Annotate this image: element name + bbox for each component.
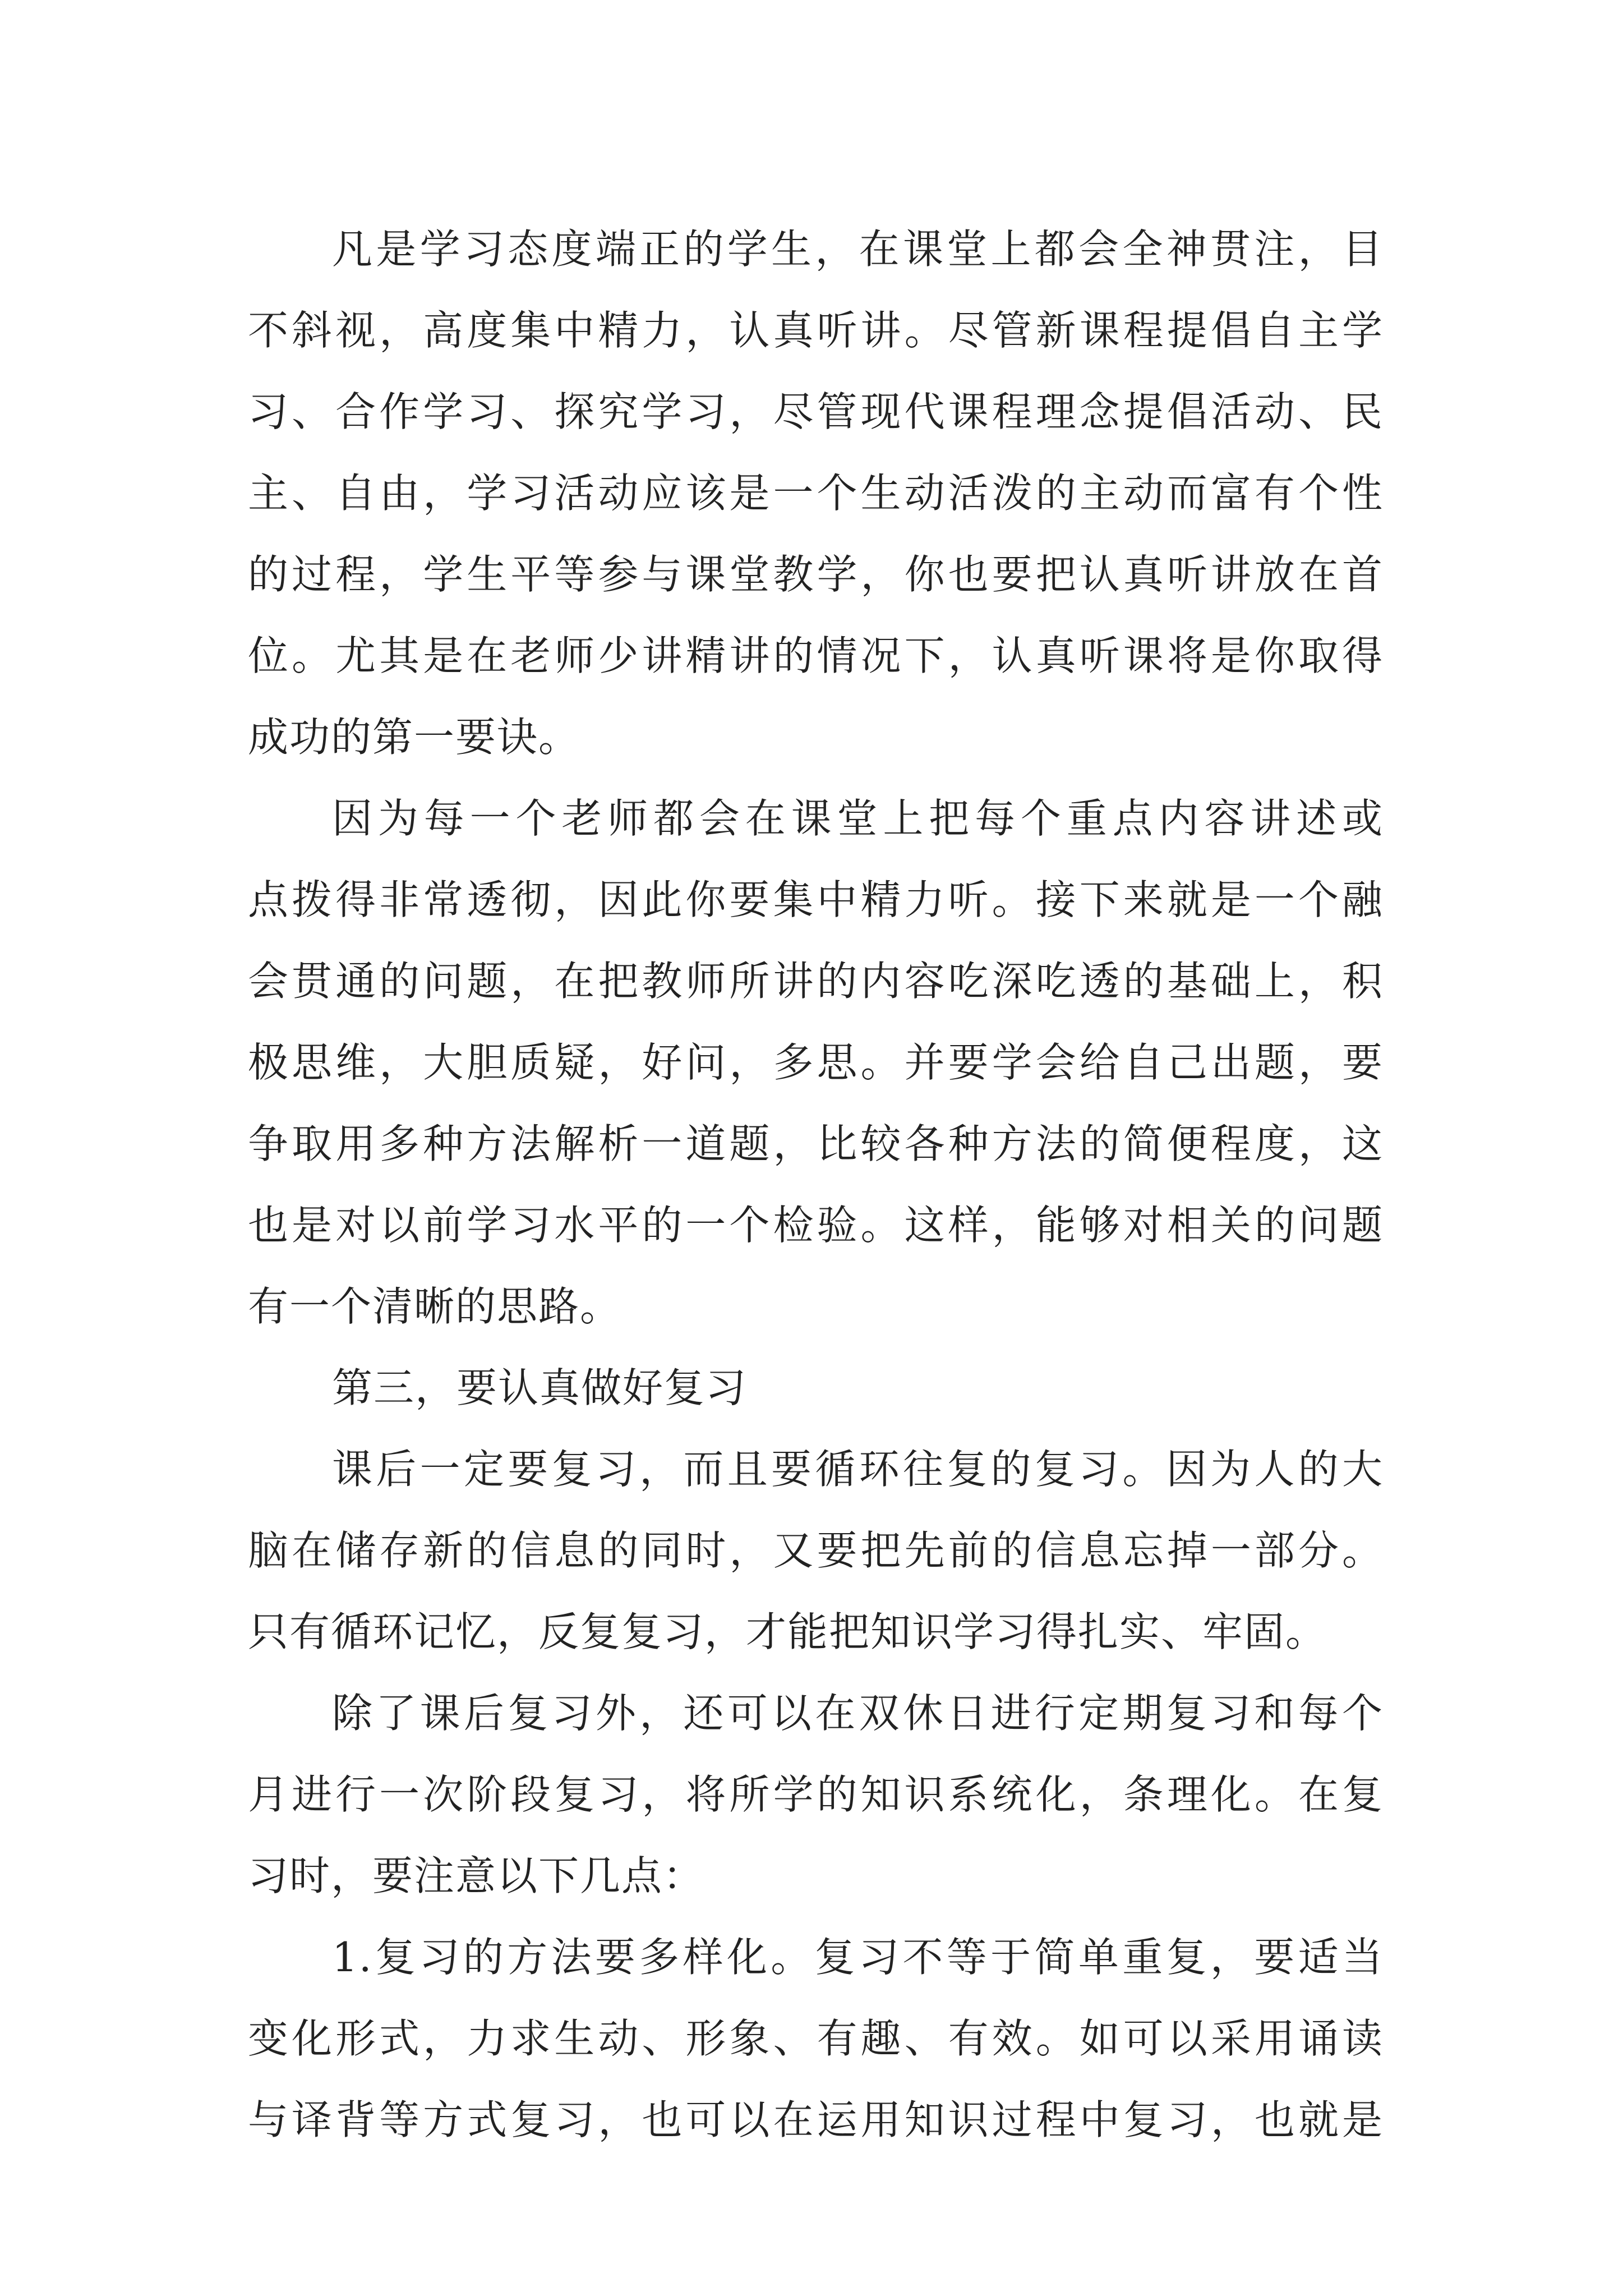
- text-line: 月进行一次阶段复习，将所学的知识系统化，条理化。在复: [248, 1771, 1384, 1818]
- text-line: 习、合作学习、探究学习，尽管现代课程理念提倡活动、民: [248, 388, 1384, 435]
- body-text: [248, 209, 1384, 2161]
- text-line: 与译背等方式复习，也可以在运用知识过程中复习，也就是: [248, 2096, 1384, 2143]
- text-line: 除了课后复习外，还可以在双休日进行定期复习和每个: [332, 1690, 1384, 1737]
- text-line: 不斜视，高度集中精力，认真听讲。尽管新课程提倡自主学: [248, 307, 1384, 354]
- text-line: 有一个清晰的思路。: [248, 1283, 622, 1330]
- text-line: 主、自由，学习活动应该是一个生动活泼的主动而富有个性: [248, 470, 1384, 517]
- text-line: 只有循环记忆，反复复习，才能把知识学习得扎实、牢固。: [248, 1608, 1327, 1655]
- text-line: 凡是学习态度端正的学生，在课堂上都会全神贯注，目: [332, 226, 1384, 273]
- text-line: 第三，要认真做好复习: [332, 1364, 748, 1411]
- text-line: 1.复习的方法要多样化。复习不等于简单重复，要适当: [332, 1934, 1384, 1981]
- text-line: 会贯通的问题，在把教师所讲的内容吃深吃透的基础上，积: [248, 958, 1384, 1005]
- text-line: 极思维，大胆质疑，好问，多思。并要学会给自己出题，要: [248, 1039, 1384, 1086]
- text-line: 成功的第一要诀。: [248, 714, 580, 761]
- text-line: 课后一定要复习，而且要循环往复的复习。因为人的大: [332, 1446, 1384, 1493]
- text-line: 位。尤其是在老师少讲精讲的情况下，认真听课将是你取得: [248, 632, 1384, 679]
- text-line: 脑在储存新的信息的同时，又要把先前的信息忘掉一部分。: [248, 1527, 1384, 1574]
- text-line: 也是对以前学习水平的一个检验。这样，能够对相关的问题: [248, 1202, 1384, 1249]
- text-line: 习时，要注意以下几点：: [248, 1852, 705, 1899]
- text-line: 的过程，学生平等参与课堂教学，你也要把认真听讲放在首: [248, 551, 1384, 598]
- text-line: 争取用多种方法解析一道题，比较各种方法的简便程度，这: [248, 1120, 1384, 1167]
- text-line: 点拨得非常透彻，因此你要集中精力听。接下来就是一个融: [248, 876, 1384, 923]
- text-line: 变化形式，力求生动、形象、有趣、有效。如可以采用诵读: [248, 2015, 1384, 2062]
- text-line: 因为每一个老师都会在课堂上把每个重点内容讲述或: [332, 795, 1384, 842]
